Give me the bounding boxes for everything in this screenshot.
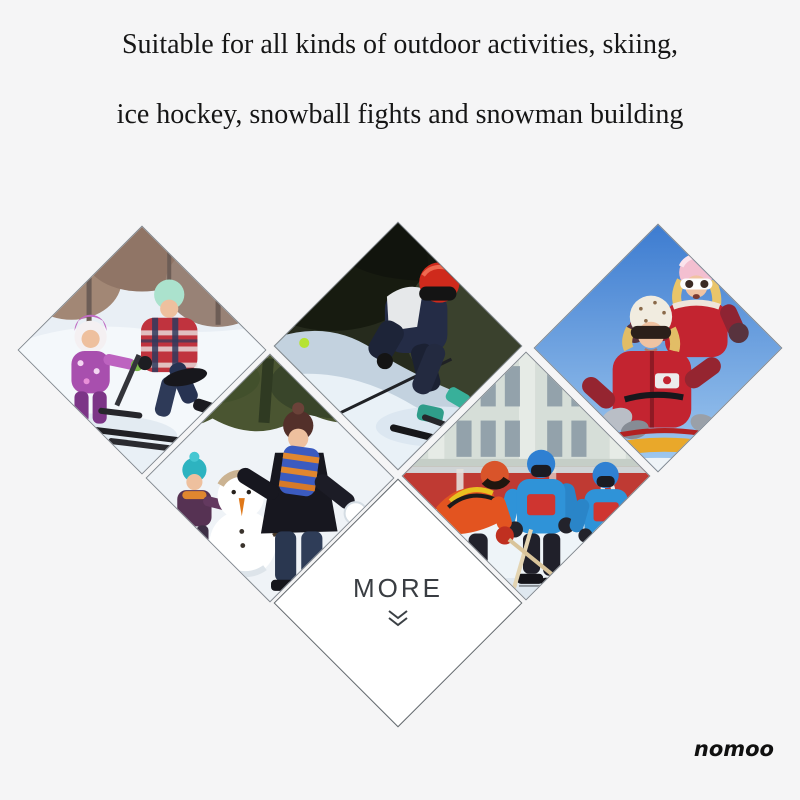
double-chevron-down-icon — [386, 609, 410, 628]
more-label: MORE — [353, 573, 443, 603]
heading-line-2: ice hockey, snowball fights and snowman building — [116, 99, 684, 130]
heading-line-1: Suitable for all kinds of outdoor activities, skiing, — [121, 29, 679, 60]
brand-watermark: nomoo — [693, 737, 774, 761]
more-tile-content — [311, 516, 485, 690]
heading — [0, 10, 800, 150]
